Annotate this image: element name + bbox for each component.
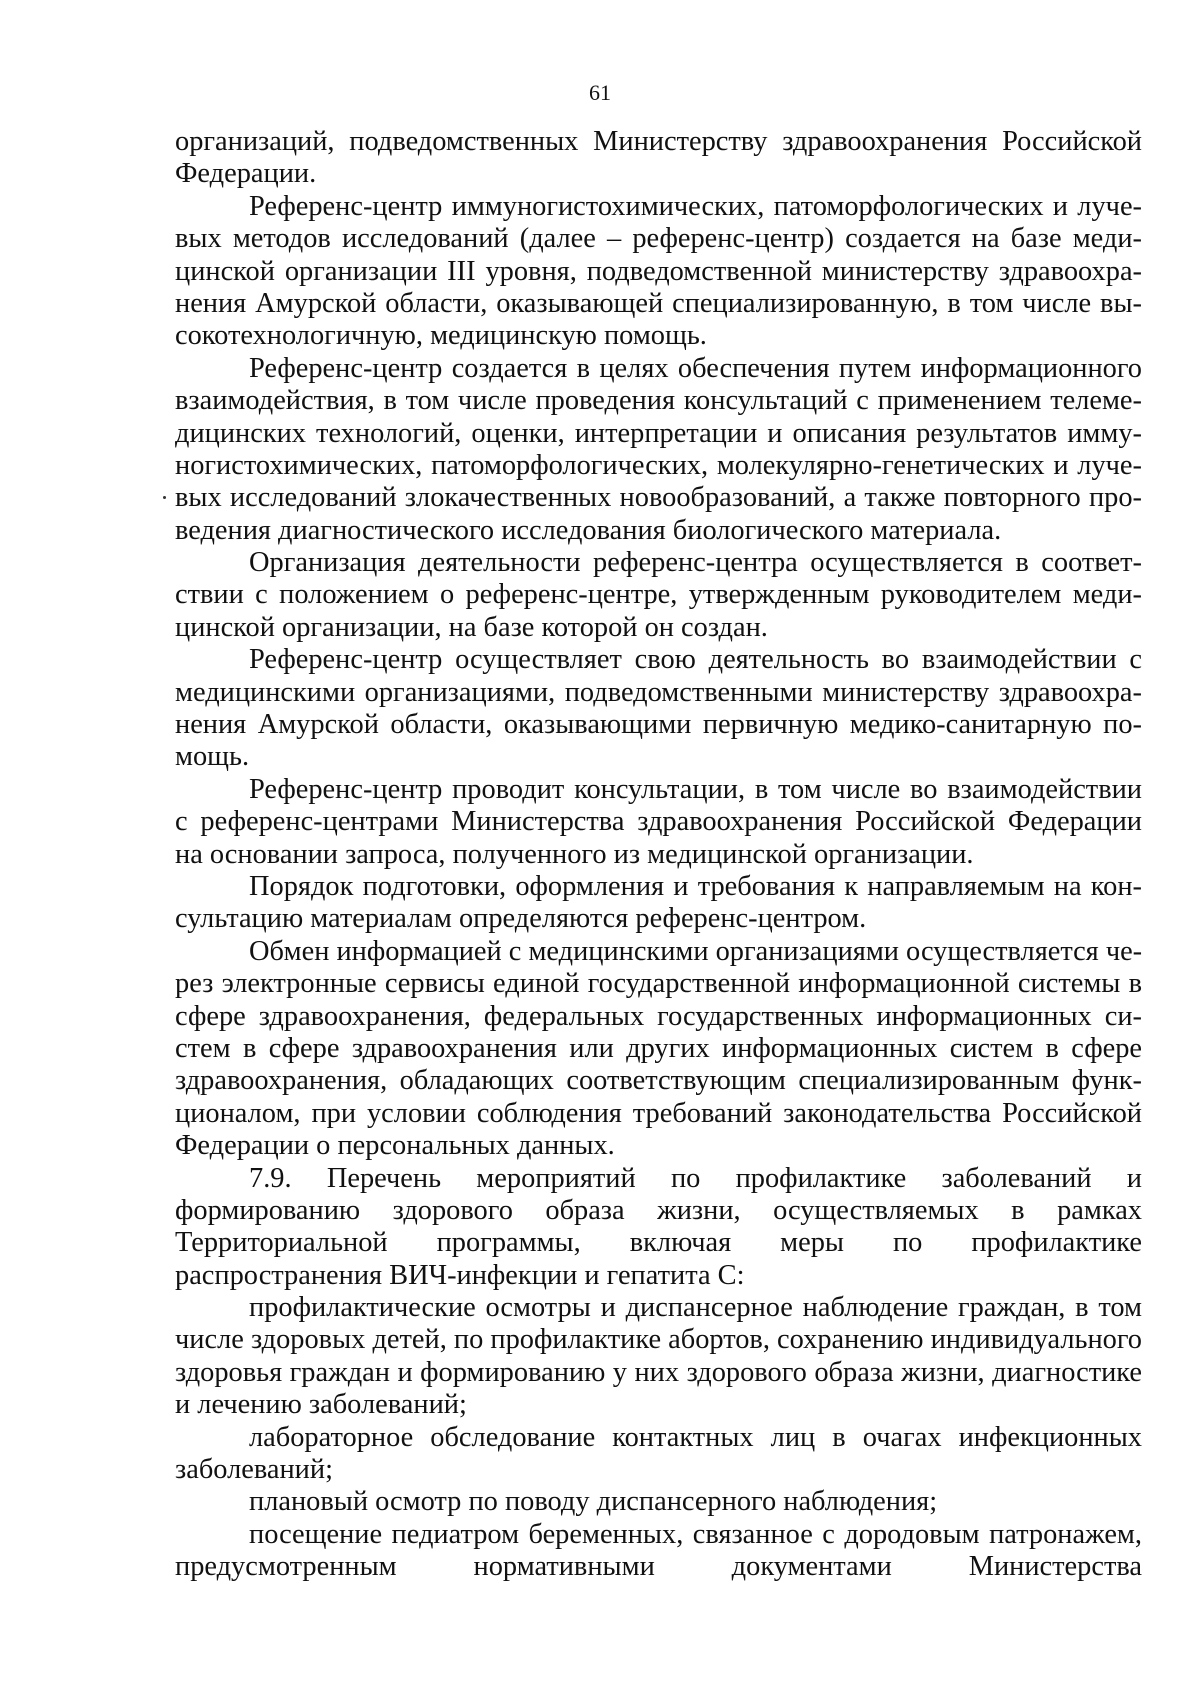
text-line: Федерации.: [175, 158, 317, 190]
text-line: цинской организации, на базе которой он создан.: [175, 611, 768, 643]
document-body: [175, 126, 1142, 1584]
text-line: посещение педиатром беременных, связанное с дородовым патронажем,: [249, 1518, 1142, 1550]
text-line: медицинскими организациями, подведомственными министерству здравоохра-: [175, 676, 1142, 708]
text-line: Порядок подготовки, оформления и требования к направляемым на кон-: [249, 870, 1142, 902]
text-line: нения Амурской области, оказывающими первичную медико-санитарную по-: [175, 709, 1142, 741]
text-line: ствии с положением о референс-центре, утвержденным руководителем меди-: [175, 579, 1142, 611]
text-line: Референс-центр проводит консультации, в том числе во взаимодействии: [249, 773, 1142, 805]
text-line: цинской организации III уровня, подведомственной министерству здравоохра-: [175, 255, 1142, 287]
text-line: стем в сфере здравоохранения или других информационных систем в сфере: [175, 1032, 1142, 1064]
text-line: здоровья граждан и формированию у них здорового образа жизни, диагностике: [175, 1356, 1142, 1388]
text-line: ногистохимических, патоморфологических, молекулярно-генетических и луче-: [175, 449, 1142, 481]
text-line: предусмотренным нормативными документами Министерства: [175, 1551, 1142, 1583]
text-line: распространения ВИЧ-инфекции и гепатита С:: [175, 1259, 745, 1291]
text-line: Федерации о персональных данных.: [175, 1130, 615, 1162]
text-line: лабораторное обследование контактных лиц в очагах инфекционных: [249, 1421, 1142, 1453]
scan-speck: [163, 496, 166, 499]
text-line: формированию здорового образа жизни, осуществляемых в рамках: [175, 1194, 1142, 1226]
text-line: вых методов исследований (далее – референс-центр) создается на базе меди-: [175, 223, 1142, 255]
text-line: здравоохранения, обладающих соответствующим специализированным функ-: [175, 1065, 1142, 1097]
text-line: вых исследований злокачественных новообразований, а также повторного про-: [175, 482, 1142, 514]
text-line: ционалом, при условии соблюдения требований законодательства Российской: [175, 1097, 1142, 1129]
text-line: заболеваний;: [175, 1454, 333, 1486]
text-line: и лечению заболеваний;: [175, 1389, 467, 1421]
text-line: Референс-центр иммуногистохимических, патоморфологических и луче-: [249, 190, 1142, 222]
text-line: плановый осмотр по поводу диспансерного наблюдения;: [249, 1486, 938, 1518]
text-line: нения Амурской области, оказывающей специализированную, в том числе вы-: [175, 287, 1142, 319]
text-line: Обмен информацией с медицинскими организациями осуществляется че-: [249, 935, 1143, 967]
text-line: ведения диагностического исследования биологического материала.: [175, 514, 1002, 546]
text-line: Референс-центр осуществляет свою деятельность во взаимодействии с: [249, 644, 1142, 676]
text-line: 7.9. Перечень мероприятий по профилактике заболеваний и: [249, 1162, 1142, 1194]
text-line: профилактические осмотры и диспансерное наблюдение граждан, в том: [249, 1292, 1142, 1324]
text-line: взаимодействия, в том числе проведения консультаций с применением телеме-: [175, 385, 1142, 417]
text-line: с референс-центрами Министерства здравоохранения Российской Федерации: [175, 806, 1142, 838]
text-line: Организация деятельности референс-центра осуществляется в соответ-: [249, 547, 1142, 579]
text-line: рез электронные сервисы единой государственной информационной системы в: [175, 968, 1142, 1000]
text-line: числе здоровых детей, по профилактике абортов, сохранению индивидуального: [175, 1324, 1142, 1356]
text-line: организаций, подведомственных Министерству здравоохранения Российской: [175, 126, 1142, 157]
text-line: сокотехнологичную, медицинскую помощь.: [175, 320, 707, 352]
text-line: сфере здравоохранения, федеральных государственных информационных си-: [175, 1000, 1142, 1032]
text-line: мощь.: [175, 741, 250, 773]
text-line: сультацию материалам определяются референс-центром.: [175, 903, 867, 935]
text-line: Референс-центр создается в целях обеспечения путем информационного: [249, 352, 1142, 384]
text-line: Территориальной программы, включая меры по профилактике: [175, 1227, 1142, 1259]
text-line: дицинских технологий, оценки, интерпретации и описания результатов имму-: [175, 417, 1142, 449]
page-number: 61: [589, 80, 611, 105]
text-line: на основании запроса, полученного из медицинской организации.: [175, 838, 974, 870]
